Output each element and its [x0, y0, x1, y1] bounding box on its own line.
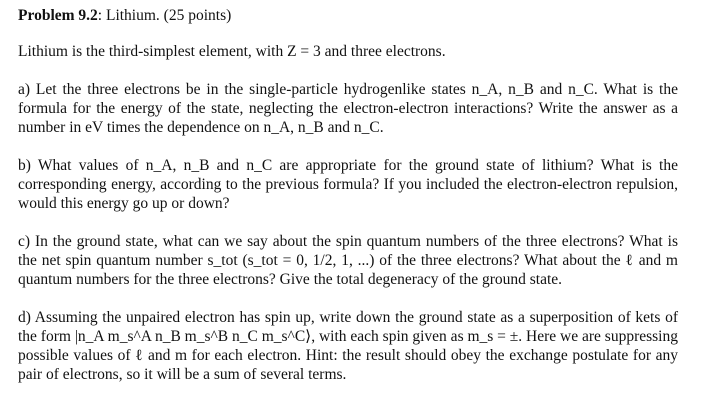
part-a [18, 80, 678, 137]
part-b-text: b) What values of n_A, n_B and n_C are appropriate for the ground state of lithium? What is the corresponding energy, according to the previous formula? If you included the electron-electron repulsion, would this energy go up or down? [18, 157, 678, 212]
part-c-text: c) In the ground state, what can we say about the spin quantum numbers of the three electrons? What is the net spin quantum number s_tot (s_tot = 0, 1/2, 1, ...) of the three electrons? What about the ℓ and m quantum numbers for the three electrons? Give the total degeneracy of the ground state. [18, 233, 678, 288]
part-c [18, 232, 678, 289]
part-b [18, 156, 678, 213]
problem-heading: : Lithium. (25 points) [97, 7, 232, 24]
problem-title [18, 6, 678, 25]
part-d-text: d) Assuming the unpaired electron has spin up, write down the ground state as a superposition of kets of the form |n_A m_s^A n_B m_s^B n_C m_s^C⟩, with each spin given as m_s = ±. Here we are suppressing possible values of ℓ and m for each electron. Hint: the result should obey the exchange postulate for any pair of electrons, so it will be a sum of several terms. [18, 309, 678, 383]
part-a-text: a) Let the three electrons be in the single-particle hydrogenlike states n_A, n_B and n_C. What is the formula for the energy of the state, neglecting the electron-electron interactions? Write the answer as a number in eV times the dependence on n_A, n_B and n_C. [18, 81, 678, 136]
problem-number: Problem 9.2 [18, 7, 98, 24]
intro-paragraph: Lithium is the third-simplest element, with Z = 3 and three electrons. [18, 43, 446, 60]
part-d [18, 308, 678, 384]
